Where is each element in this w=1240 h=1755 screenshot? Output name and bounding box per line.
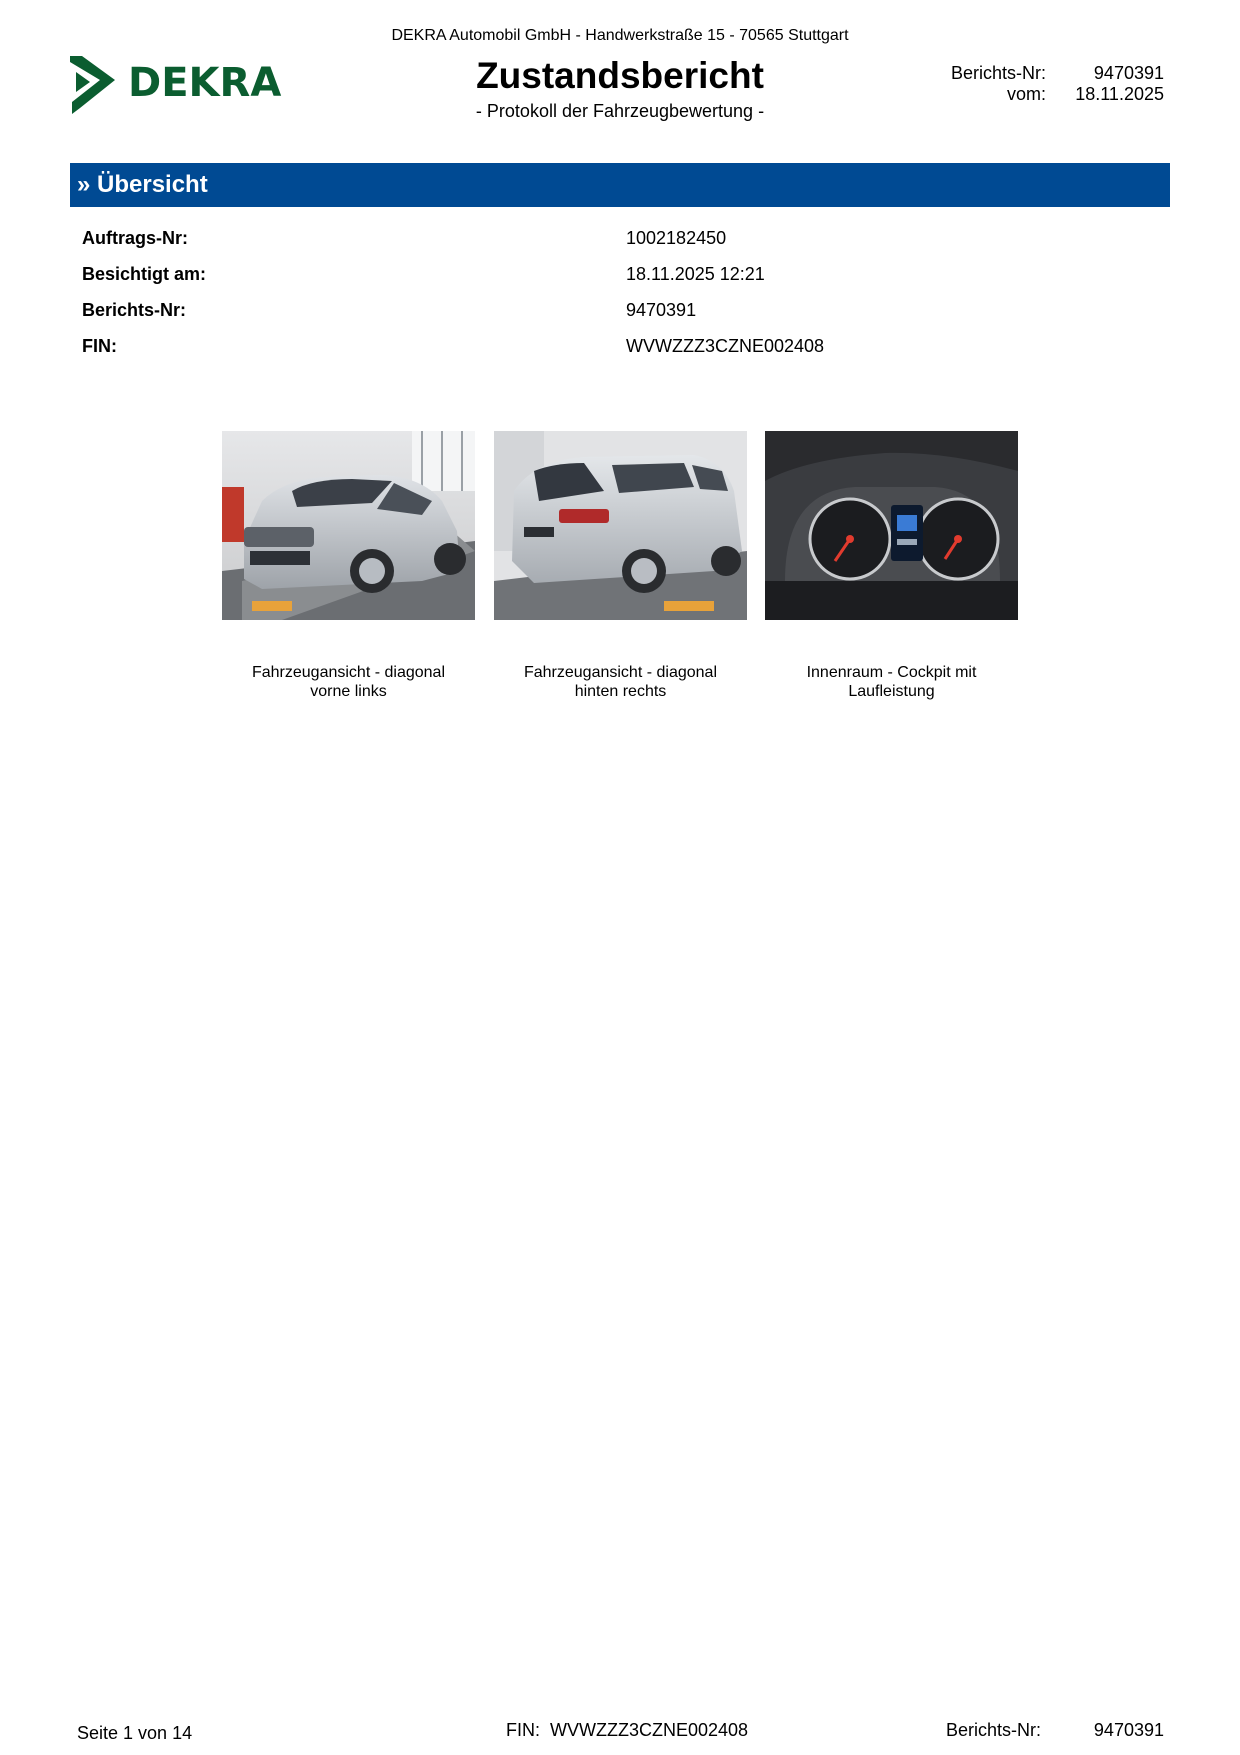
- photo-gallery: [222, 431, 1018, 703]
- overview-row: [82, 298, 1162, 334]
- footer-report-value: 9470391: [1093, 1720, 1164, 1740]
- report-meta: [936, 63, 1164, 105]
- report-date-label: vom:: [1006, 84, 1046, 104]
- photo-card-rear-right[interactable]: [494, 431, 747, 701]
- photo-caption: Fahrzeugansicht - diagonal vorne links: [251, 664, 445, 700]
- overview-label: Berichts-Nr:: [82, 300, 187, 320]
- page-footer: [0, 1720, 1240, 1750]
- overview-table: [82, 226, 1162, 370]
- page-title: Zustandsbericht: [476, 55, 764, 96]
- report-no-value: 9470391: [1093, 63, 1164, 83]
- cockpit-photo-icon[interactable]: [765, 431, 1018, 620]
- photo-caption: Fahrzeugansicht - diagonal hinten rechts: [523, 664, 717, 700]
- overview-value: 9470391: [626, 300, 697, 320]
- overview-row: [82, 226, 1162, 262]
- overview-value: WVWZZZ3CZNE002408: [626, 336, 825, 356]
- overview-value: 1002182450: [626, 228, 727, 248]
- dekra-logo-text: DEKRA: [128, 60, 282, 106]
- report-date-value: 18.11.2025: [1075, 84, 1164, 104]
- overview-label: Auftrags-Nr:: [82, 228, 188, 248]
- overview-label: Besichtigt am:: [82, 264, 207, 284]
- footer-fin-label: FIN:: [506, 1720, 540, 1740]
- photo-card-cockpit[interactable]: [765, 431, 1018, 701]
- company-address: DEKRA Automobil GmbH - Handwerkstraße 15 - 70565 Stuttgart: [391, 27, 849, 44]
- car-front-left-photo-icon[interactable]: [222, 431, 475, 620]
- page-subtitle: - Protokoll der Fahrzeugbewertung -: [475, 101, 765, 121]
- report-no-label: Berichts-Nr:: [950, 63, 1046, 83]
- section-header-overview: » Übersicht: [70, 163, 1170, 207]
- overview-row: [82, 262, 1162, 298]
- footer-report-label: Berichts-Nr:: [946, 1720, 1042, 1740]
- footer-fin: [506, 1720, 748, 1741]
- footer-fin-value: WVWZZZ3CZNE002408: [550, 1720, 749, 1740]
- page-number: Seite 1 von 14: [77, 1723, 193, 1743]
- photo-caption: Innenraum - Cockpit mit Laufleistung: [806, 664, 977, 700]
- photo-card-front-left[interactable]: [222, 431, 475, 701]
- overview-value: 18.11.2025 12:21: [626, 264, 765, 284]
- car-rear-right-photo-icon[interactable]: [494, 431, 747, 620]
- overview-label: FIN:: [82, 336, 117, 356]
- overview-row: [82, 334, 1162, 370]
